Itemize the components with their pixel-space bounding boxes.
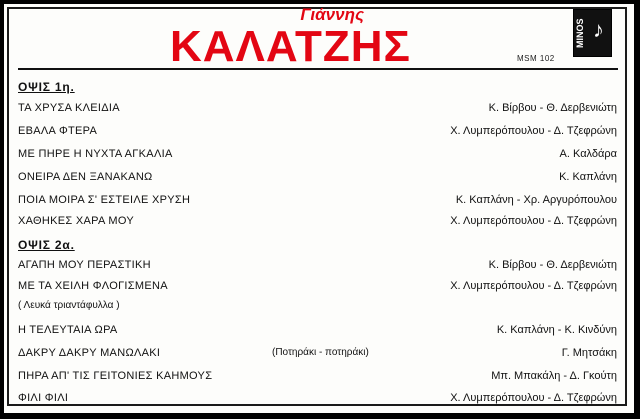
track-credits: Κ. Καπλάνη - Κ. Κινδύνη (496, 324, 617, 336)
track-credits: Χ. Λυμπερόπουλου - Δ. Τζεφρώνη (450, 280, 617, 292)
track-title: ΑΓΑΠΗ ΜΟΥ ΠΕΡΑΣΤΙΚΗ (18, 259, 151, 271)
track-row (18, 213, 617, 229)
track-credits: Χ. Λυμπερόπουλου - Δ. Τζεφρώνη (450, 215, 617, 227)
header-divider (18, 68, 618, 70)
track-row (18, 390, 617, 406)
track-credits: Γ. Μητσάκη (561, 347, 617, 359)
minos-label-logo (573, 9, 612, 57)
track-subtitle: ( Λευκά τριαντάφυλλα ) (18, 300, 120, 311)
track-credits: Μπ. Μπακάλη - Δ. Γκούτη (491, 370, 617, 382)
artist-first-name: Γιάννης (300, 5, 364, 24)
track-parenthetical: (Ποτηράκι - ποτηράκι) (272, 347, 369, 358)
track-title: ΦΙΛΙ ΦΙΛΙ (18, 392, 69, 404)
track-title: Η ΤΕΛΕΥΤΑΙΑ ΩΡΑ (18, 324, 118, 336)
side-2-heading (18, 237, 617, 253)
track-title: ΠΟΙΑ ΜΟΙΡΑ Σ' ΕΣΤΕΙΛΕ ΧΡΥΣΗ (18, 194, 191, 206)
track-row (18, 146, 617, 162)
side-title: ΟΨΙΣ 2α. (18, 238, 75, 252)
track-subtitle-row (18, 298, 617, 314)
track-credits: Κ. Βίρβου - Θ. Δερβενιώτη (488, 102, 617, 114)
track-row (18, 322, 617, 338)
track-title: ΟΝΕΙΡΑ ΔΕΝ ΞΑΝΑΚΑΝΩ (18, 171, 153, 183)
track-credits: Χ. Λυμπερόπουλου - Δ. Τζεφρώνη (450, 125, 617, 137)
track-credits: Κ. Καπλάνη - Χρ. Αργυρόπουλου (455, 194, 617, 206)
track-title: ΠΗΡΑ ΑΠ' ΤΙΣ ΓΕΙΤΟΝΙΕΣ ΚΑΗΜΟΥΣ (18, 370, 213, 382)
track-row (18, 100, 617, 116)
track-row (18, 257, 617, 273)
track-row (18, 123, 617, 139)
artist-last-name: ΚΑΛΑΤΖΗΣ (170, 22, 411, 71)
track-credits: Κ. Καπλάνη (559, 171, 617, 183)
track-credits: Α. Καλδάρα (559, 148, 617, 160)
track-row (18, 169, 617, 185)
track-credits: Κ. Βίρβου - Θ. Δερβενιώτη (488, 259, 617, 271)
logo-wordmark: MINOS (575, 18, 585, 48)
catalog-number: MSM 102 (517, 54, 555, 63)
track-title: ΤΑ ΧΡΥΣΑ ΚΛΕΙΔΙΑ (18, 102, 120, 114)
track-title: ΧΑΘΗΚΕΣ ΧΑΡΑ ΜΟΥ (18, 215, 134, 227)
track-title: ΜΕ ΤΑ ΧΕΙΛΗ ΦΛΟΓΙΣΜΕΝΑ (18, 280, 168, 292)
record-back-cover (4, 4, 634, 413)
track-row (18, 368, 617, 384)
track-row (18, 192, 617, 208)
track-title: ΕΒΑΛΑ ΦΤΕΡΑ (18, 125, 98, 137)
track-credits: Χ. Λυμπερόπουλου - Δ. Τζεφρώνη (450, 392, 617, 404)
track-title: ΔΑΚΡΥ ΔΑΚΡΥ ΜΑΝΩΛΑΚΙ (18, 347, 161, 359)
track-title: ΜΕ ΠΗΡΕ Η ΝΥΧΤΑ ΑΓΚΑΛΙΑ (18, 148, 173, 160)
side-title: ΟΨΙΣ 1η. (18, 80, 75, 94)
track-row (18, 278, 617, 294)
music-note-icon: ♪ (593, 17, 604, 42)
track-row (18, 345, 617, 361)
side-1-heading (18, 79, 617, 95)
